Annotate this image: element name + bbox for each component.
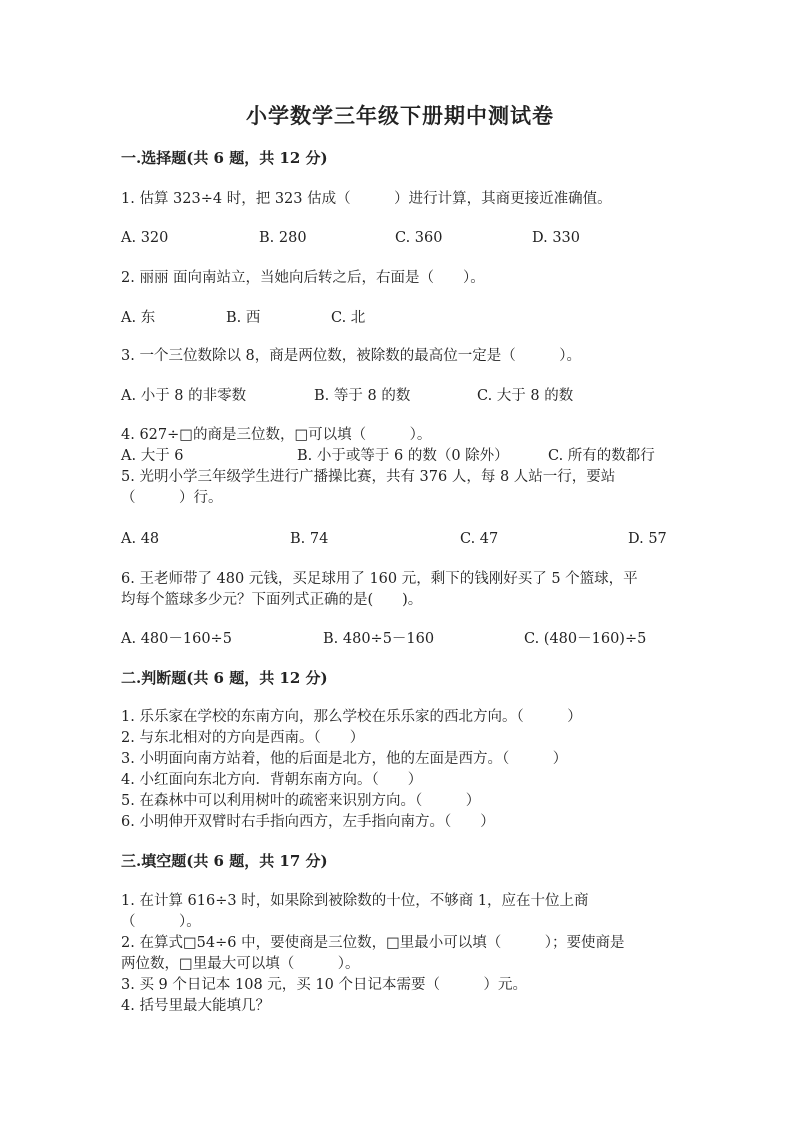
q1-option-d: D. 330 bbox=[532, 230, 581, 246]
section-heading-judgement: 二.判断题(共 6 题，共 12 分) bbox=[121, 669, 328, 687]
question-5-stem-line1: 5. 光明小学三年级学生进行广播操比赛，共有 376 人，每 8 人站一行，要站 bbox=[121, 469, 616, 485]
q6-option-a: A. 480－160÷5 bbox=[121, 631, 232, 647]
fill-question-2-line1: 2. 在算式□54÷6 中，要使商是三位数，□里最小可以填（ ）；要使商是 bbox=[121, 935, 625, 951]
q1-option-a: A. 320 bbox=[121, 230, 169, 246]
q2-option-c: C. 北 bbox=[331, 310, 366, 326]
q3-option-c: C. 大于 8 的数 bbox=[477, 388, 574, 404]
q3-option-b: B. 等于 8 的数 bbox=[314, 388, 411, 404]
judgement-item: 4. 小红面向东北方向．背朝东南方向。（ ） bbox=[121, 772, 423, 788]
q4-option-b: B. 小于或等于 6 的数（0 除外） bbox=[297, 448, 509, 464]
q5-option-d: D. 57 bbox=[628, 531, 667, 547]
fill-question-4: 4. 括号里最大能填几？ bbox=[121, 998, 270, 1014]
q6-option-b: B. 480÷5－160 bbox=[323, 631, 435, 647]
q5-option-c: C. 47 bbox=[460, 531, 499, 547]
q3-option-a: A. 小于 8 的非零数 bbox=[121, 388, 247, 404]
question-6-stem-line1: 6. 王老师带了 480 元钱，买足球用了 160 元，剩下的钱刚好买了 5 个篮球，平 bbox=[121, 571, 638, 587]
judgement-item: 3. 小明面向南方站着，他的后面是北方，他的左面是西方。（ ） bbox=[121, 751, 568, 767]
q2-option-a: A. 东 bbox=[121, 310, 156, 326]
question-5-stem-line2: （ ）行。 bbox=[121, 490, 223, 506]
q2-option-b: B. 西 bbox=[226, 310, 261, 326]
judgement-item: 6. 小明伸开双臂时右手指向西方，左手指向南方。（ ） bbox=[121, 814, 495, 830]
fill-question-1-line1: 1. 在计算 616÷3 时，如果除到被除数的十位，不够商 1，应在十位上商 bbox=[121, 893, 589, 909]
judgement-item: 1. 乐乐家在学校的东南方向，那么学校在乐乐家的西北方向。（ ） bbox=[121, 709, 582, 725]
q4-option-a: A. 大于 6 bbox=[121, 448, 184, 464]
question-6-stem-line2: 均每个篮球多少元？下面列式正确的是( )。 bbox=[121, 592, 423, 608]
question-4-stem: 4. 627÷□的商是三位数，□可以填（ ）。 bbox=[121, 427, 432, 443]
q4-option-c: C. 所有的数都行 bbox=[548, 448, 655, 464]
judgement-item: 2. 与东北相对的方向是西南。（ ） bbox=[121, 730, 365, 746]
q6-option-c: C. (480－160)÷5 bbox=[524, 631, 647, 647]
fill-question-1-line2: （ ）。 bbox=[121, 914, 201, 930]
judgement-item: 5. 在森林中可以利用树叶的疏密来识别方向。（ ） bbox=[121, 793, 481, 809]
section-heading-choice: 一.选择题(共 6 题，共 12 分) bbox=[121, 149, 328, 167]
q1-option-b: B. 280 bbox=[259, 230, 307, 246]
q1-option-c: C. 360 bbox=[395, 230, 443, 246]
q5-option-b: B. 74 bbox=[290, 531, 329, 547]
fill-question-2-line2: 两位数，□里最大可以填（ ）。 bbox=[121, 956, 360, 972]
question-1-stem: 1. 估算 323÷4 时，把 323 估成（ ）进行计算，其商更接近准确值。 bbox=[121, 191, 612, 207]
question-3-stem: 3. 一个三位数除以 8，商是两位数，被除数的最高位一定是（ ）。 bbox=[121, 348, 582, 364]
section-heading-fill-blank: 三.填空题(共 6 题，共 17 分) bbox=[121, 852, 328, 870]
question-2-stem: 2. 丽丽 面向南站立，当她向后转之后，右面是（ ）。 bbox=[121, 270, 485, 286]
q5-option-a: A. 48 bbox=[121, 531, 160, 547]
fill-question-3: 3. 买 9 个日记本 108 元，买 10 个日记本需要（ ）元。 bbox=[121, 977, 527, 993]
page-title: 小学数学三年级下册期中测试卷 bbox=[246, 103, 554, 128]
